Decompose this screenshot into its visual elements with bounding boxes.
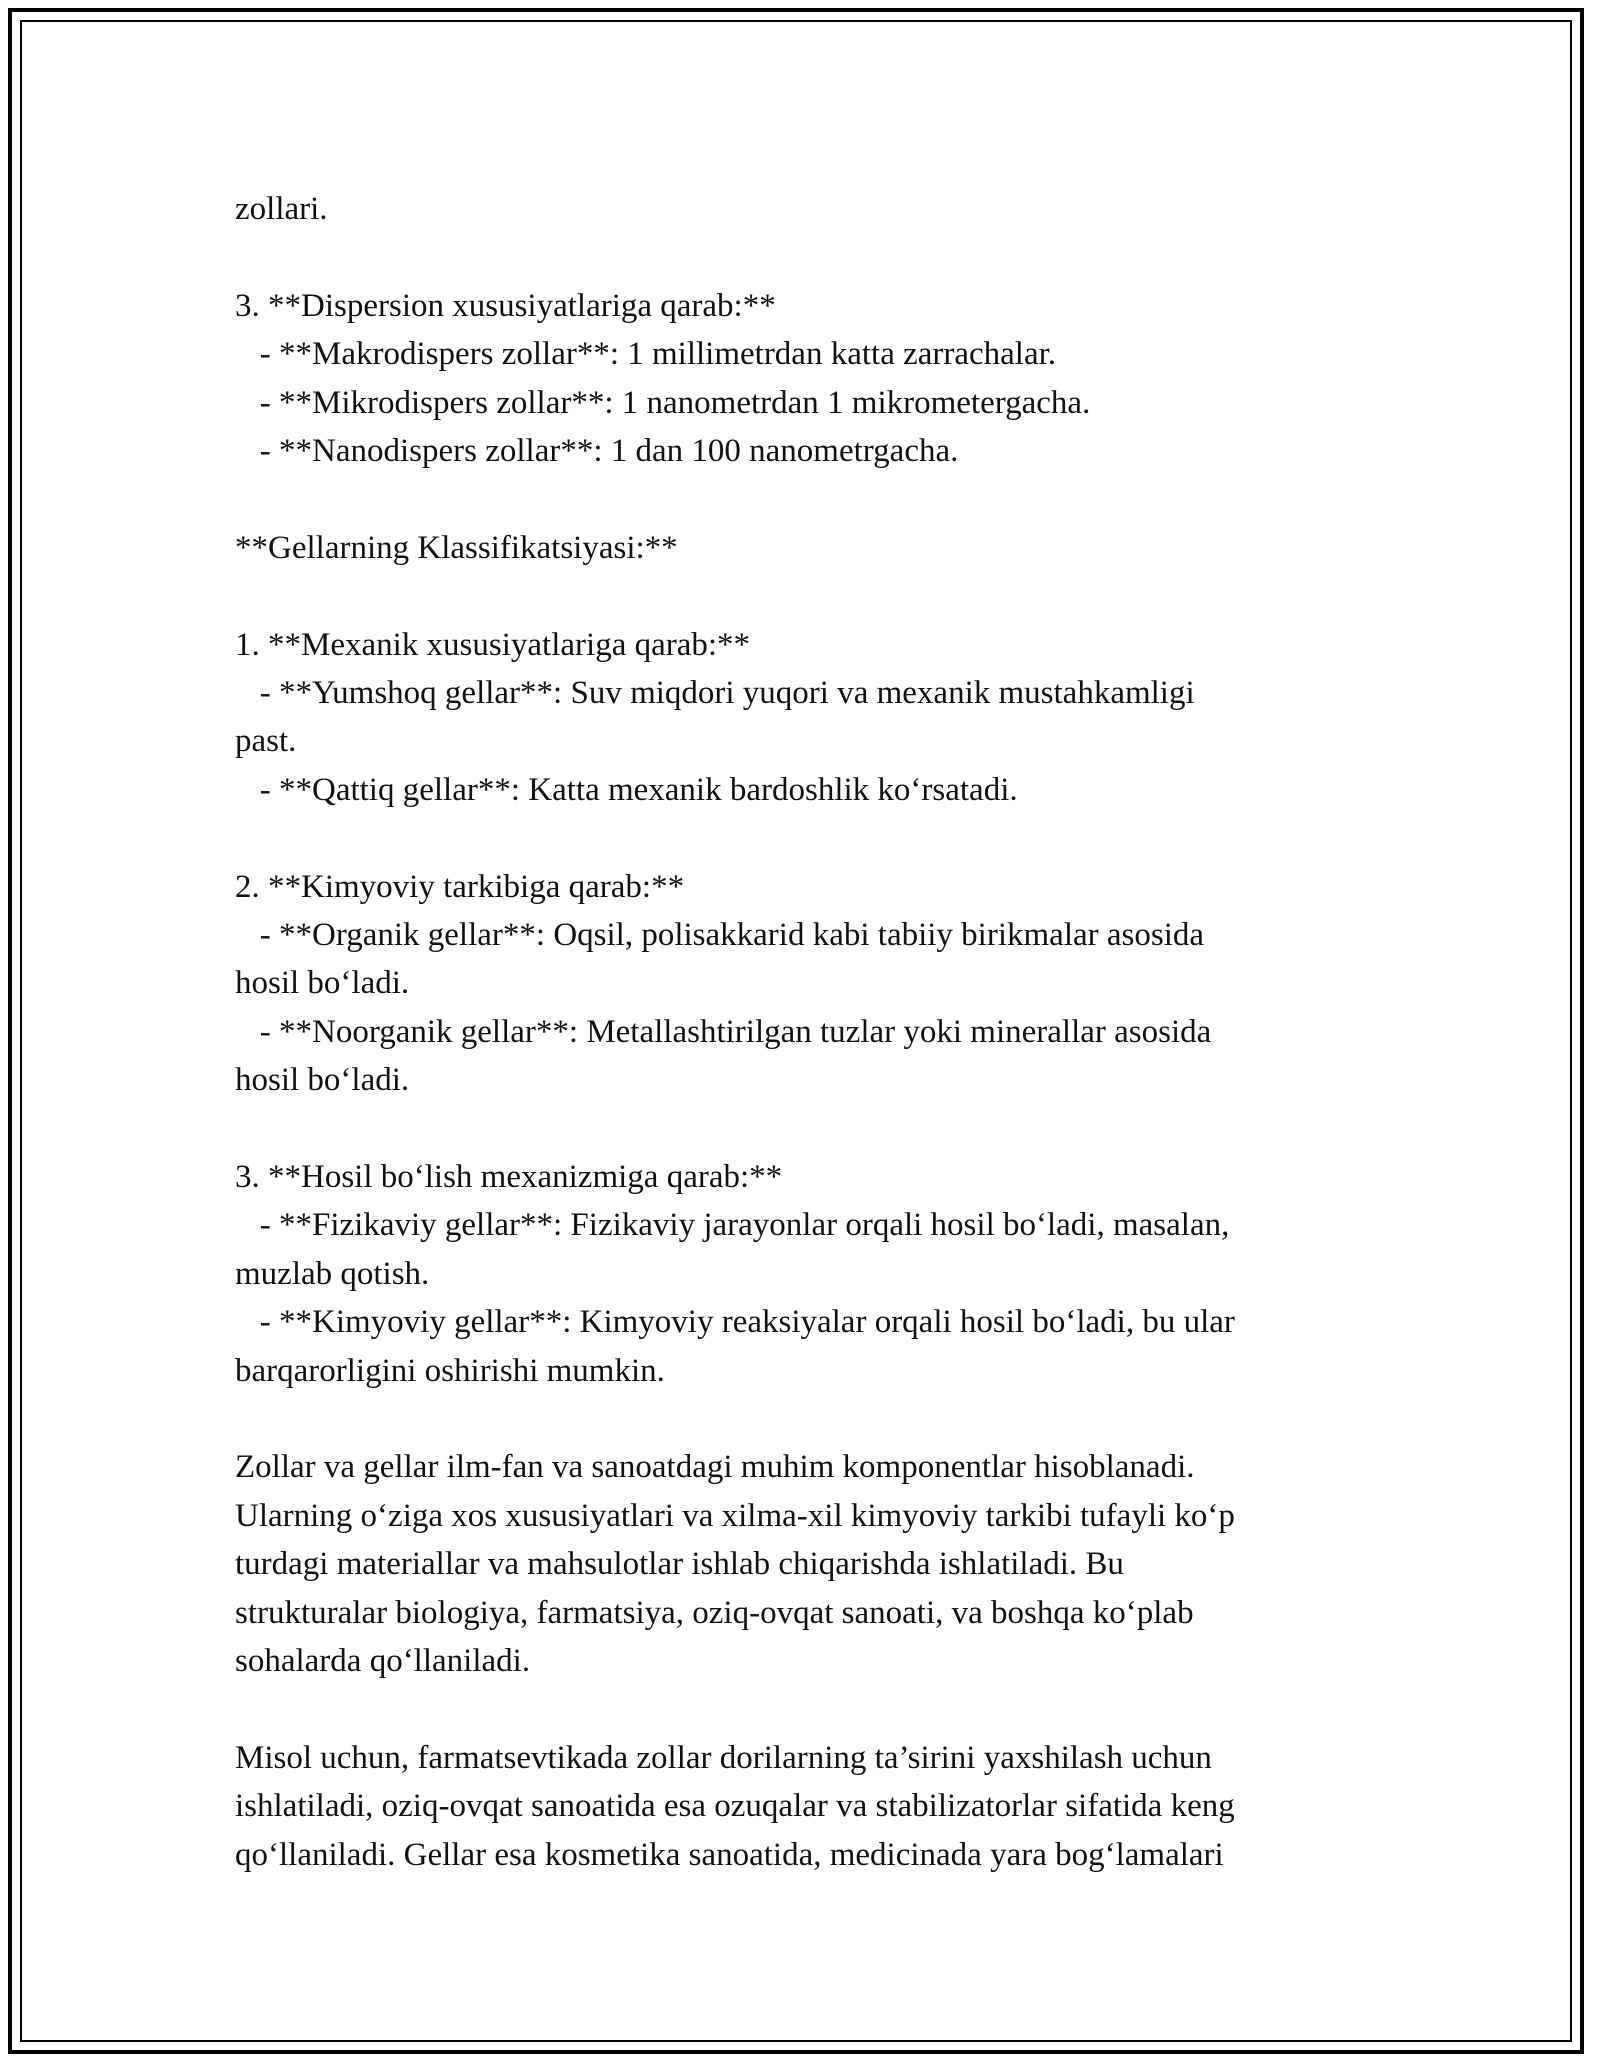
list-item: - **Yumshoq gellar**: Suv miqdori yuqori va mexanik mustahkamligi bbox=[235, 675, 1195, 712]
section-heading: 3. **Dispersion xususiyatlariga qarab:** bbox=[235, 287, 776, 324]
paragraph-line: sohalarda qo‘llaniladi. bbox=[235, 1643, 531, 1680]
paragraph-line: strukturalar biologiya, farmatsiya, oziq-ovqat sanoati, va boshqa ko‘plab bbox=[235, 1594, 1194, 1631]
paragraph-line: ishlatiladi, oziq-ovqat sanoatida esa ozuqalar va stabilizatorlar sifatida keng bbox=[235, 1788, 1235, 1825]
list-item: - **Nanodispers zollar**: 1 dan 100 nanometrgacha. bbox=[235, 433, 959, 470]
text-line: zollari. bbox=[235, 191, 328, 227]
blank-line bbox=[235, 814, 1365, 862]
list-item-continuation: past. bbox=[235, 723, 297, 760]
blank-line bbox=[235, 1105, 1365, 1153]
section-title: **Gellarning Klassifikatsiyasi:** bbox=[235, 529, 678, 566]
section-heading: 1. **Mexanik xususiyatlariga qarab:** bbox=[235, 626, 751, 663]
list-item: - **Organik gellar**: Oqsil, polisakkarid kabi tabiiy birikmalar asosida bbox=[235, 917, 1205, 954]
list-item-continuation: hosil bo‘ladi. bbox=[235, 1062, 410, 1099]
blank-line bbox=[235, 572, 1365, 620]
list-item-continuation: barqarorligini oshirishi mumkin. bbox=[235, 1352, 665, 1389]
section-heading: 2. **Kimyoviy tarkibiga qarab:** bbox=[235, 868, 685, 905]
blank-line bbox=[235, 1686, 1365, 1734]
paragraph-line: Zollar va gellar ilm-fan va sanoatdagi muhim komponentlar hisoblanadi. bbox=[235, 1449, 1195, 1486]
list-item: - **Makrodispers zollar**: 1 millimetrdan katta zarrachalar. bbox=[235, 336, 1057, 373]
blank-line bbox=[235, 233, 1365, 281]
paragraph-line: qo‘llaniladi. Gellar esa kosmetika sanoatida, medicinada yara bog‘lamalari bbox=[235, 1836, 1224, 1873]
paragraph-line: Misol uchun, farmatsevtikada zollar dorilarning ta’sirini yaxshilash uchun bbox=[235, 1739, 1212, 1776]
list-item: - **Kimyoviy gellar**: Kimyoviy reaksiyalar orqali hosil bo‘ladi, bu ular bbox=[235, 1304, 1235, 1341]
list-item-continuation: muzlab qotish. bbox=[235, 1255, 430, 1292]
section-heading: 3. **Hosil bo‘lish mexanizmiga qarab:** bbox=[235, 1159, 783, 1196]
list-item: - **Mikrodispers zollar**: 1 nanometrdan 1 mikrometergacha. bbox=[235, 384, 1091, 421]
blank-line bbox=[235, 475, 1365, 523]
paragraph-line: turdagi materiallar va mahsulotlar ishlab chiqarishda ishlatiladi. Bu bbox=[235, 1546, 1124, 1583]
paragraph-line: Ularning o‘ziga xos xususiyatlari va xilma-xil kimyoviy tarkibi tufayli ko‘p bbox=[235, 1497, 1235, 1534]
list-item: - **Noorganik gellar**: Metallashtirilgan tuzlar yoki minerallar asosida bbox=[235, 1013, 1212, 1050]
document-body bbox=[235, 185, 1365, 1879]
list-item-continuation: hosil bo‘ladi. bbox=[235, 965, 410, 1002]
list-item: - **Qattiq gellar**: Katta mexanik bardoshlik ko‘rsatadi. bbox=[235, 771, 1018, 808]
list-item: - **Fizikaviy gellar**: Fizikaviy jarayonlar orqali hosil bo‘ladi, masalan, bbox=[235, 1207, 1230, 1244]
blank-line bbox=[235, 1395, 1365, 1443]
